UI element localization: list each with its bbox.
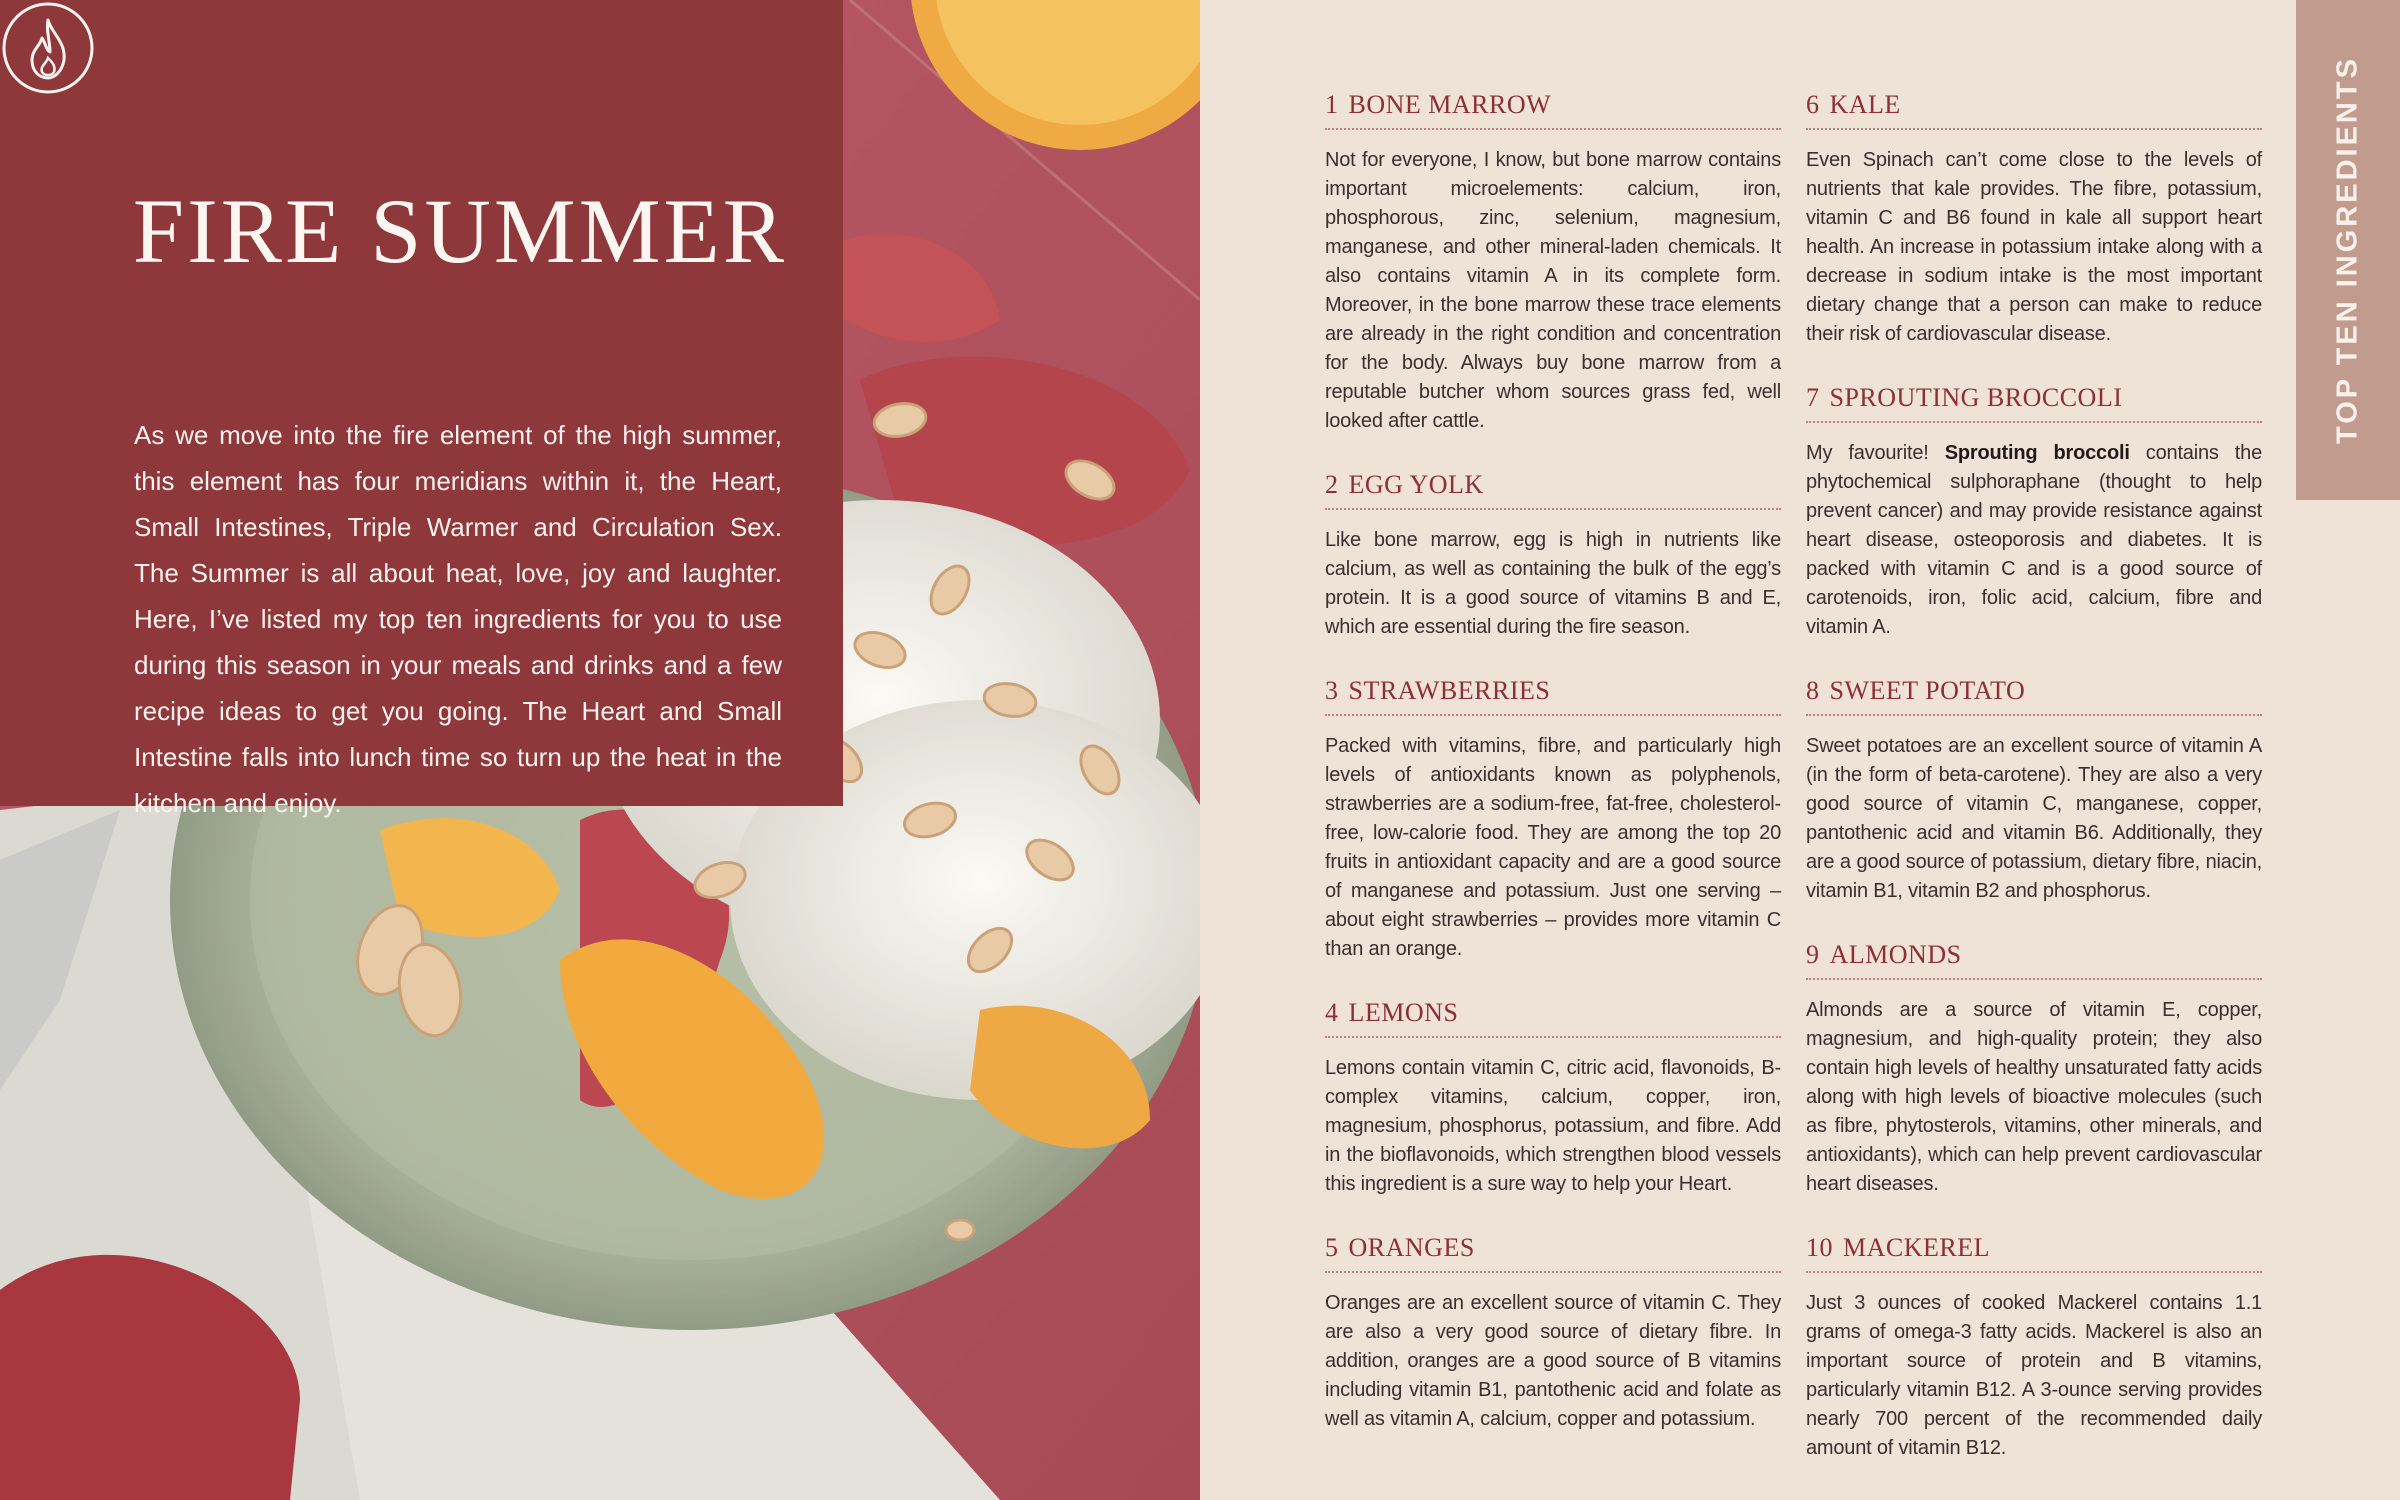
- intro-panel: [0, 0, 843, 818]
- ingredient-item: [1806, 940, 2262, 1199]
- ingredient-description: Lemons contain vitamin C, citric acid, flavonoids, B-complex vitamins, calcium, copper, iron, magnesium, phosphorus, potassium, and fibre. Add in the bioflavonoids, which strengthen blood vessels this ingredient is a sure way to help your Heart.: [1325, 1057, 1781, 1195]
- ingredients-column-left: [1325, 90, 1781, 1468]
- ingredient-item: [1325, 676, 1781, 964]
- ingredient-description: Oranges are an excellent source of vitamin C. They are also a very good source of dietary fibre. In addition, oranges are a good source of B vitamins including vitamin B1, pantothenic acid and folate as well as vitamin A, calcium, copper and potassium.: [1325, 1292, 1781, 1430]
- ingredient-item: [1806, 676, 2262, 906]
- ingredient-heading: [1806, 676, 2262, 716]
- section-tab: [2296, 0, 2400, 500]
- ingredient-number: 3: [1325, 676, 1339, 705]
- ingredient-name: KALE: [1829, 90, 1901, 119]
- ingredient-number: 7: [1806, 383, 1820, 412]
- ingredient-name: SWEET POTATO: [1829, 676, 2026, 705]
- ingredient-name: STRAWBERRIES: [1348, 676, 1551, 705]
- ingredient-item: [1806, 383, 2262, 642]
- ingredient-item: [1806, 1233, 2262, 1463]
- ingredient-heading: [1806, 1233, 2262, 1273]
- ingredient-heading: [1806, 940, 2262, 980]
- ingredients-column-right: [1806, 90, 2262, 1497]
- ingredient-name: SPROUTING BROCCOLI: [1829, 383, 2123, 412]
- ingredient-number: 9: [1806, 940, 1820, 969]
- ingredient-number: 1: [1325, 90, 1339, 119]
- flame-icon: [0, 0, 96, 96]
- ingredient-name: EGG YOLK: [1348, 470, 1484, 499]
- ingredient-number: 2: [1325, 470, 1339, 499]
- ingredient-description: Sweet potatoes are an excellent source of vitamin A (in the form of beta-carotene). They are also a very good source of vitamin C, manganese, copper, pantothenic acid and vitamin B6. Additionally, they are a good source of potassium, dietary fibre, niacin, vitamin B1, vitamin B2 and phosphorus.: [1806, 735, 2262, 902]
- page-title: FIRE SUMMER: [132, 180, 788, 282]
- ingredient-item: [1325, 1233, 1781, 1434]
- intro-paragraph: As we move into the fire element of the high summer, this element has four meridians within it, the Heart, Small Intestines, Triple Warmer and Circulation Sex. The Summer is all about heat, love, joy and laughter. Here, I’ve listed my top ten ingredients for you to use during this season in your meals and drinks and a few recipe ideas to get you going. The Heart and Small Intestine falls into lunch time so turn up the heat in the kitchen and enjoy.: [134, 420, 782, 818]
- ingredient-description: Packed with vitamins, fibre, and particularly high levels of antioxidants known as polyphenols, strawberries are a sodium-free, fat-free, cholesterol-free, low-calorie food. They are among the top 20 fruits in antioxidant capacity and are a good source of manganese and potassium. Just one serving – about eight strawberries – provides more vitamin C than an orange.: [1325, 735, 1781, 960]
- description-highlight: Sprouting broccoli: [1944, 442, 2130, 464]
- ingredient-name: ORANGES: [1348, 1233, 1475, 1262]
- ingredient-heading: [1325, 470, 1781, 510]
- ingredient-name: ALMONDS: [1829, 940, 1962, 969]
- ingredient-heading: [1806, 90, 2262, 130]
- ingredient-heading: [1325, 998, 1781, 1038]
- ingredient-heading: [1325, 676, 1781, 716]
- ingredient-number: 4: [1325, 998, 1339, 1027]
- ingredient-name: LEMONS: [1348, 998, 1459, 1027]
- ingredient-heading: [1325, 90, 1781, 130]
- ingredient-item: [1325, 90, 1781, 436]
- ingredient-description: Like bone marrow, egg is high in nutrients like calcium, as well as containing the bulk of the egg’s protein. It is a good source of vitamins B and E, which are essential during the fire season.: [1325, 529, 1781, 638]
- ingredient-heading: [1806, 383, 2262, 423]
- ingredient-item: [1325, 998, 1781, 1199]
- ingredient-item: [1325, 470, 1781, 642]
- section-tab-label: TOP TEN INGREDIENTS: [2331, 56, 2364, 444]
- description-lead: My favourite!: [1806, 442, 1945, 464]
- ingredient-description: Just 3 ounces of cooked Mackerel contains 1.1 grams of omega-3 fatty acids. Mackerel is also an important source of protein and B vitamins, particularly vitamin B12. A 3-ounce serving provides nearly 700 percent of the recommended daily amount of vitamin B12.: [1806, 1292, 2262, 1459]
- ingredient-description: Even Spinach can’t come close to the levels of nutrients that kale provides. The fibre, potassium, vitamin C and B6 found in kale all support heart health. An increase in potassium intake along with a decrease in sodium intake is the most important dietary change that a person can make to reduce their risk of cardiovascular disease.: [1806, 149, 2262, 345]
- ingredient-number: 10: [1806, 1233, 1833, 1262]
- ingredient-number: 6: [1806, 90, 1820, 119]
- ingredient-description: Not for everyone, I know, but bone marrow contains important microelements: calcium, iron, phosphorous, zinc, selenium, magnesium, manganese, and other mineral-laden chemicals. It also contains vitamin A in its complete form. Moreover, in the bone marrow these trace elements are already in the right condition and concentration for the body. Always buy bone marrow from a reputable butcher whom sources grass fed, well looked after cattle.: [1325, 149, 1781, 432]
- ingredients-page: [1200, 0, 2400, 1500]
- ingredient-number: 8: [1806, 676, 1820, 705]
- ingredient-description: [1806, 439, 2262, 642]
- ingredient-number: 5: [1325, 1233, 1339, 1262]
- ingredient-name: BONE MARROW: [1348, 90, 1552, 119]
- ingredient-name: MACKEREL: [1843, 1233, 1990, 1262]
- ingredient-item: [1806, 90, 2262, 349]
- ingredient-heading: [1325, 1233, 1781, 1273]
- description-rest: contains the phytochemical sulphoraphane (thought to help prevent cancer) and may provide resistance against heart disease, osteoporosis and diabetes. It is packed with vitamin C and is a good source of carotenoids, iron, folic acid, calcium, fibre and vitamin A.: [1806, 442, 2262, 638]
- ingredient-description: Almonds are a source of vitamin E, copper, magnesium, and high-quality protein; they also contain high levels of healthy unsaturated fatty acids along with high levels of bioactive molecules (such as fibre, phytosterols, vitamins, other minerals, and antioxidants), which can help prevent cardiovascular heart diseases.: [1806, 999, 2262, 1195]
